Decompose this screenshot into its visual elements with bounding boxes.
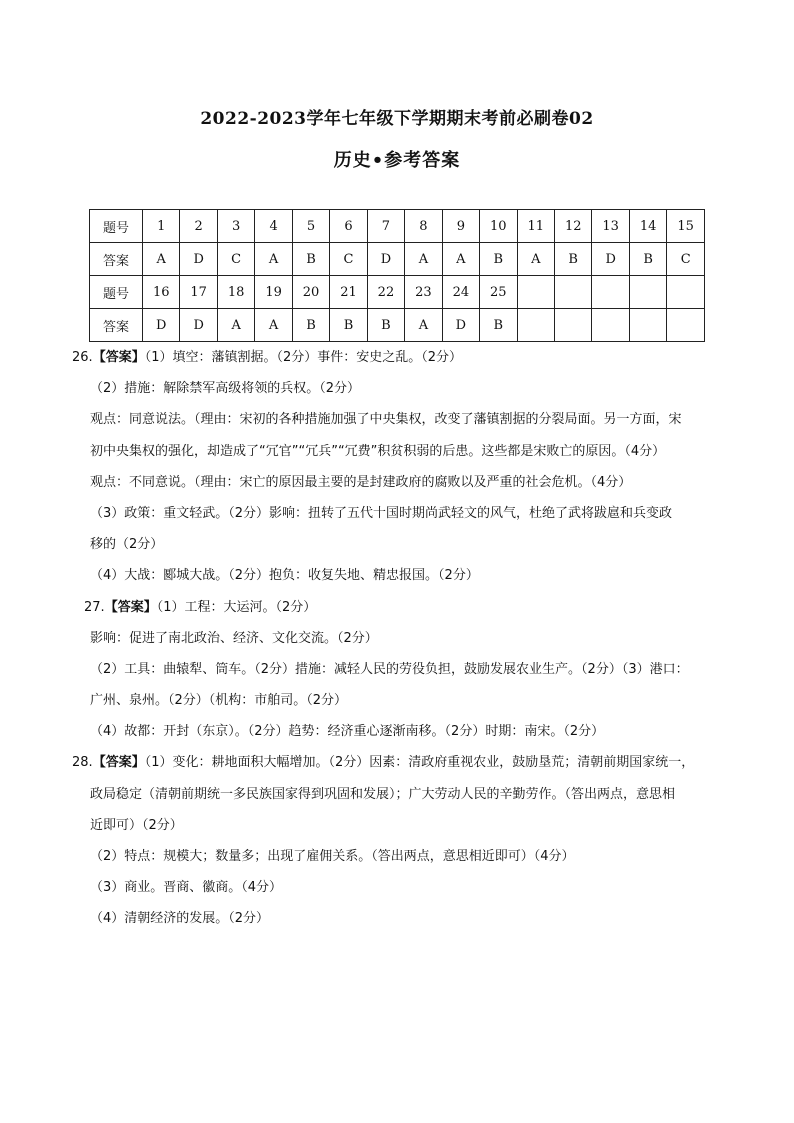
answer-row-label: 答案 [90, 309, 143, 342]
question-row-label: 题号 [90, 210, 143, 243]
answer-text: 观点：同意说法。（理由：宋初的各种措施加强了中央集权，改变了藩镇割据的分裂局面。另一方面，宋 [90, 412, 682, 428]
table-cell: A [217, 309, 254, 342]
table-cell: 19 [255, 276, 292, 309]
table-cell: B [367, 309, 404, 342]
answer-text: （1）填空：藩镇割据。（2分）事件：安史之乱。（2分） [144, 350, 463, 365]
answer-line [90, 685, 730, 716]
answer-row [90, 243, 705, 276]
table-cell: A [255, 309, 292, 342]
table-cell [517, 276, 554, 309]
answer-line [90, 404, 730, 435]
table-cell: 23 [405, 276, 442, 309]
table-cell: D [592, 243, 629, 276]
answer-line [90, 716, 730, 747]
answer-tag: 【答案】 [92, 350, 145, 365]
table-cell [667, 309, 705, 342]
table-cell: 24 [442, 276, 479, 309]
table-cell [629, 309, 666, 342]
question-row [90, 210, 705, 243]
question-number: 27. [84, 599, 105, 615]
table-cell: 25 [480, 276, 517, 309]
table-cell: B [554, 243, 591, 276]
answer-line [90, 467, 730, 498]
table-cell: 16 [143, 276, 180, 309]
answer-line [90, 529, 730, 560]
table-cell: D [180, 309, 217, 342]
answer-text: （4）清朝经济的发展。（2分） [90, 911, 270, 927]
answer-tag: 【答案】 [92, 755, 145, 771]
table-cell: C [330, 243, 367, 276]
answer-text: （2）措施：解除禁军高级将领的兵权。（2分） [90, 381, 361, 397]
answer-line [90, 654, 730, 685]
table-cell: D [143, 309, 180, 342]
table-cell: B [480, 243, 517, 276]
table-cell: B [292, 243, 329, 276]
table-cell: 12 [554, 210, 591, 243]
table-cell: 1 [143, 210, 180, 243]
table-cell: 4 [255, 210, 292, 243]
document-subtitle: 历史•参考答案 [333, 150, 461, 171]
answer-text: 移的（2分） [90, 537, 164, 553]
answer-line [90, 498, 730, 529]
table-cell: 15 [667, 210, 705, 243]
answer-text: （1）变化：耕地面积大幅增加。（2分）因素：清政府重视农业，鼓励垦荒；清朝前期国家统一， [144, 755, 695, 771]
answer-text: 政局稳定（清朝前期统一多民族国家得到巩固和发展）；广大劳动人民的辛勤劳作。（答出两点，意思相 [90, 786, 676, 802]
document-title: 2022-2023学年七年级下学期期末考前必刷卷02 [200, 109, 594, 129]
table-cell [517, 309, 554, 342]
table-cell: 17 [180, 276, 217, 309]
table-cell: 2 [180, 210, 217, 243]
table-cell: 5 [292, 210, 329, 243]
answer-text: 影响：促进了南北政治、经济、文化交流。（2分） [90, 630, 378, 646]
answer-text: （2）特点：规模大；数量多；出现了雇佣关系。（答出两点，意思相近即可）（4分） [90, 849, 575, 864]
answer-line [90, 436, 730, 467]
answer-line [90, 623, 730, 654]
answer-text: （3）商业。晋商、徽商。（4分） [90, 880, 283, 896]
answer-line [84, 592, 730, 623]
table-cell: 6 [330, 210, 367, 243]
table-cell: B [629, 243, 666, 276]
table-cell [667, 276, 705, 309]
table-cell [592, 276, 629, 309]
table-cell: 14 [629, 210, 666, 243]
answer-line [90, 810, 730, 841]
table-cell: 20 [292, 276, 329, 309]
table-cell: 7 [367, 210, 404, 243]
answer-text: 观点：不同意说。（理由：宋亡的原因最主要的是封建政府的腐败以及严重的社会危机。（4分） [90, 474, 632, 490]
table-cell: 9 [442, 210, 479, 243]
table-cell: 21 [330, 276, 367, 309]
table-cell [554, 276, 591, 309]
answer-text: 广州、泉州。（2分）（机构：市舶司。（2分） [90, 693, 348, 709]
table-cell: C [667, 243, 705, 276]
answer-line [90, 872, 730, 903]
answer-table [89, 209, 705, 342]
table-cell: A [143, 243, 180, 276]
table-cell: C [217, 243, 254, 276]
table-cell: B [292, 309, 329, 342]
answer-line [90, 841, 730, 872]
table-cell: 22 [367, 276, 404, 309]
answer-row-label: 答案 [90, 243, 143, 276]
table-cell: 10 [480, 210, 517, 243]
table-cell: 13 [592, 210, 629, 243]
table-cell: 3 [217, 210, 254, 243]
table-cell: B [480, 309, 517, 342]
table-cell: A [442, 243, 479, 276]
table-cell: A [517, 243, 554, 276]
answer-text: （4）故都：开封（东京）。（2分）趋势：经济重心逐渐南移。（2分）时期：南宋。（2分） [90, 724, 605, 740]
table-cell: D [180, 243, 217, 276]
question-row-label: 题号 [90, 276, 143, 309]
table-cell [554, 309, 591, 342]
answer-text: 近即可）（2分） [90, 817, 183, 833]
table-cell: A [405, 309, 442, 342]
table-cell: A [405, 243, 442, 276]
answer-text: （1）工程：大运河。（2分） [156, 599, 317, 615]
answer-tag: 【答案】 [104, 599, 157, 615]
table-cell: D [442, 309, 479, 342]
table-cell [592, 309, 629, 342]
table-cell [629, 276, 666, 309]
answer-text: 初中央集权的强化，却造成了“冗官”“冗兵”“冗费”积贫积弱的后患。这些都是宋败亡的原因。（4分） [90, 443, 666, 459]
table-cell: B [330, 309, 367, 342]
answer-line [72, 747, 730, 778]
question-number: 28. [72, 755, 93, 771]
answer-line [72, 342, 730, 373]
table-cell: D [367, 243, 404, 276]
answer-explanations [72, 342, 730, 935]
answer-line [90, 903, 730, 934]
answer-text: （3）政策：重文轻武。（2分）影响：扭转了五代十国时期尚武轻文的风气，杜绝了武将跋扈和兵变政 [90, 505, 673, 521]
answer-line [90, 779, 730, 810]
table-cell: 11 [517, 210, 554, 243]
table-cell: 18 [217, 276, 254, 309]
question-number: 26. [72, 350, 93, 365]
answer-text: （2）工具：曲辕犁、筒车。（2分）措施：减轻人民的劳役负担，鼓励发展农业生产。（2分）（3）港口： [90, 661, 689, 677]
answer-text: （4）大战：郾城大战。（2分）抱负：收复失地、精忠报国。（2分） [90, 568, 479, 584]
table-cell: A [255, 243, 292, 276]
table-cell: 8 [405, 210, 442, 243]
answer-line [90, 373, 730, 404]
question-row [90, 276, 705, 309]
answer-line [90, 560, 730, 591]
answer-row [90, 309, 705, 342]
